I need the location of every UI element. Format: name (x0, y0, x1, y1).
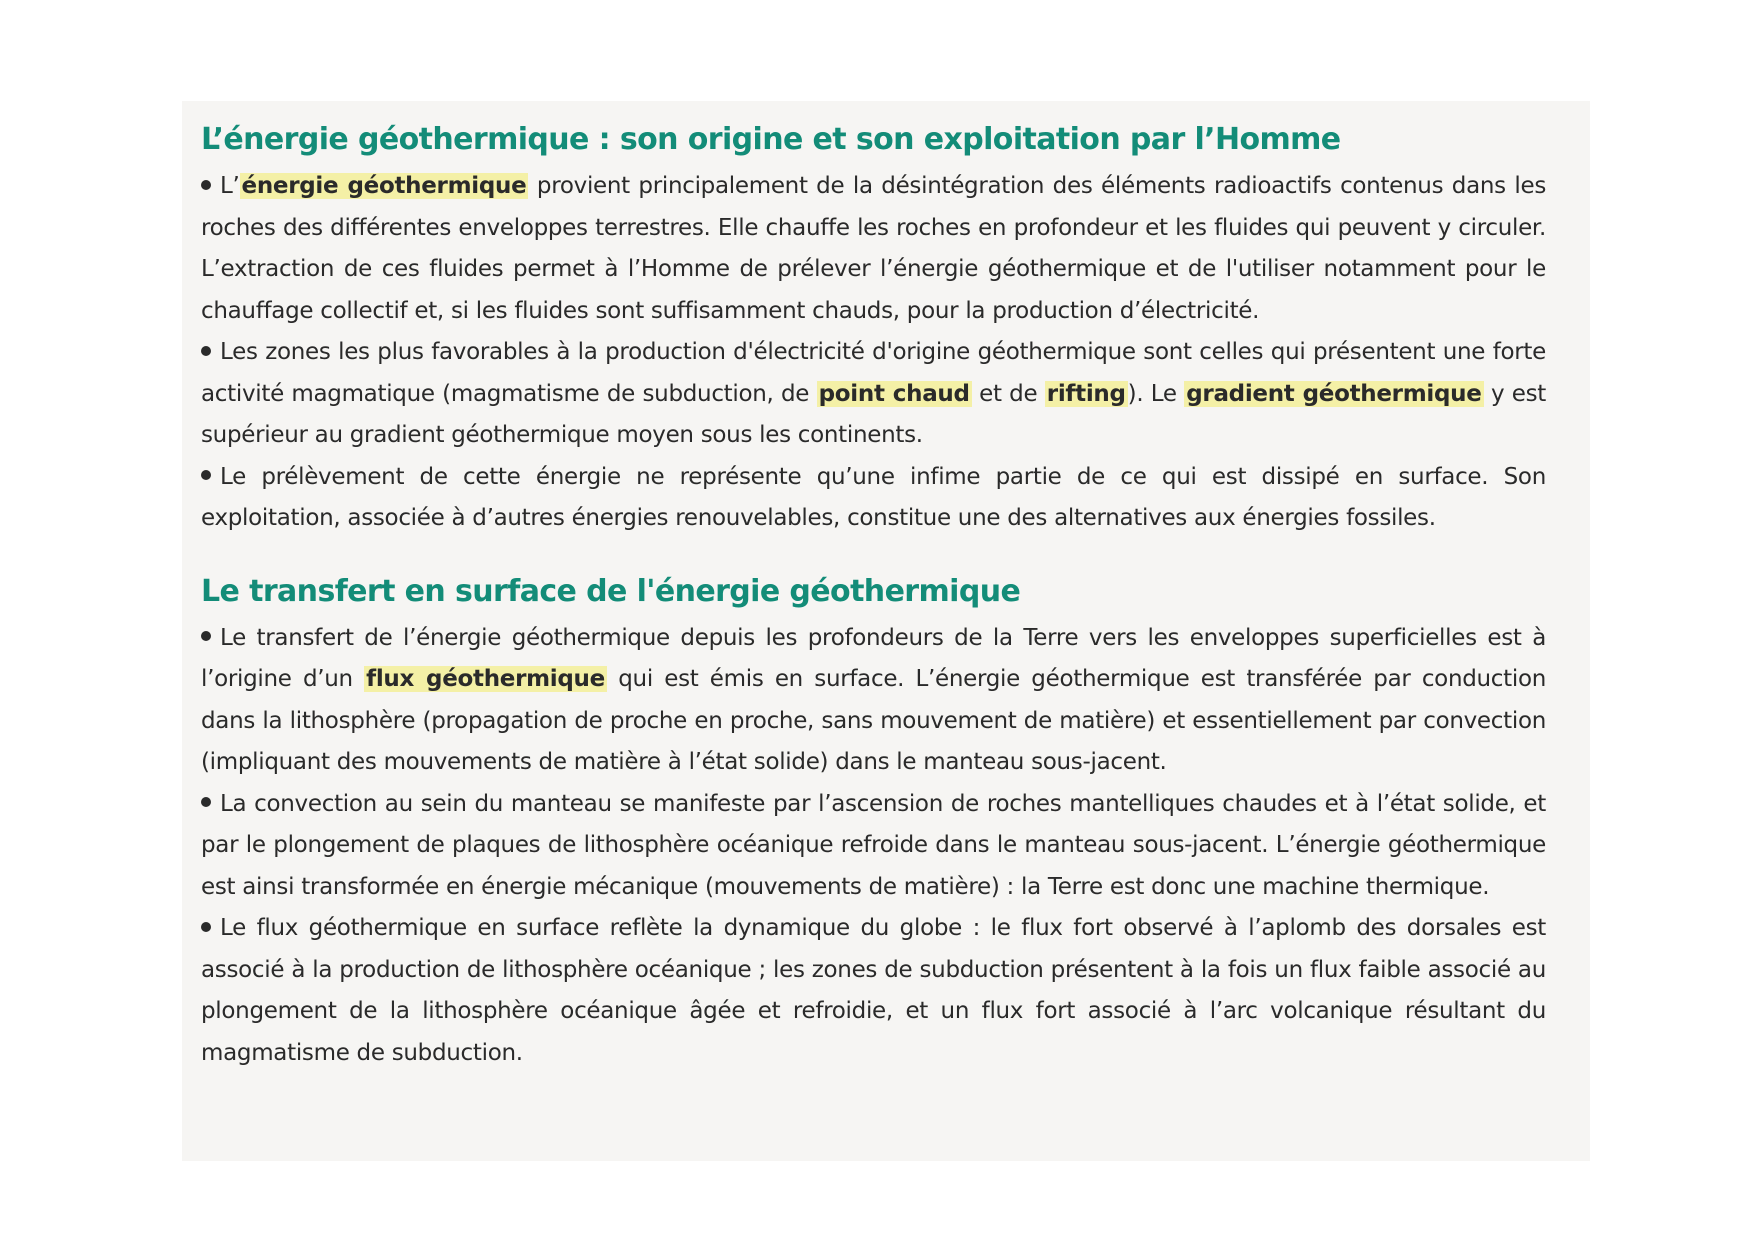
highlighted-term: énergie géothermique (241, 173, 527, 199)
highlighted-term: gradient géothermique (1186, 380, 1482, 407)
paragraph-prelevement: Le prélèvement de cette énergie ne représente qu’une infime partie de ce qui est dissipé en surface. Son exploitation, associée à d’autres énergies renouvelables, constitue une des alternatives aux énergies fossiles. (201, 463, 1546, 531)
document-content (201, 122, 1546, 1074)
bullet-icon (201, 797, 211, 807)
bullet-icon (201, 470, 211, 480)
bullet-icon (201, 631, 211, 641)
paragraph-origine: L’énergie géothermique provient principalement de la désintégration des éléments radioactifs contenus dans les roches des différentes enveloppes terrestres. Elle chauffe les roches en profondeur et les fluides qui peuvent y circuler. L’extraction de ces fluides permet à l’Homme de prélever l’énergie géothermique et de l'utiliser notamment pour le chauffage collectif et, si les fluides sont suffisamment chauds, pour la production d’électricité. (201, 173, 1546, 324)
bullet-icon (201, 346, 211, 356)
bullet-icon (201, 922, 211, 932)
highlighted-term: point chaud (818, 380, 970, 407)
bullet-icon (201, 180, 211, 190)
highlighted-term: rifting (1046, 380, 1126, 407)
section-title-transfert: Le transfert en surface de l'énergie géothermique (201, 573, 1021, 609)
section-title-origine-exploitation: L’énergie géothermique : son origine et son exploitation par l’Homme (201, 122, 1341, 157)
highlighted-term: flux géothermique (366, 666, 605, 692)
paragraph-flux: Le flux géothermique en surface reflète la dynamique du globe : le flux fort observé à l’aplomb des dorsales est associé à la production de lithosphère océanique ; les zones de subduction présentent à la fois un flux faible associé au plongement de la lithosphère océanique âgée et refroidie, et un flux fort associé à l’arc volcanique résultant du magmatisme de subduction. (201, 915, 1546, 1066)
paragraph-convection: La convection au sein du manteau se manifeste par l’ascension de roches mantelliques chaudes et à l’état solide, et par le plongement de plaques de lithosphère océanique refroide dans le manteau sous-jacent. L’énergie géothermique est ainsi transformée en énergie mécanique (mouvements de matière) : la Terre est donc une machine thermique. (201, 790, 1546, 900)
paragraph-zones-favorables: Les zones les plus favorables à la production d'électricité d'origine géothermique sont celles qui présentent une forte activité magmatique (magmatisme de subduction, de point chaud et de rifting). Le gradient géothermique y est supérieur au gradient géothermique moyen sous les continents. (201, 339, 1547, 448)
paragraph-transfert: Le transfert de l’énergie géothermique depuis les profondeurs de la Terre vers les enveloppes superficielles est à l’origine d’un flux géothermique qui est émis en surface. L’énergie géothermique est transférée par conduction dans la lithosphère (propagation de proche en proche, sans mouvement de matière) et essentiellement par convection (impliquant des mouvements de matière à l’état solide) dans le manteau sous-jacent. (201, 624, 1547, 775)
